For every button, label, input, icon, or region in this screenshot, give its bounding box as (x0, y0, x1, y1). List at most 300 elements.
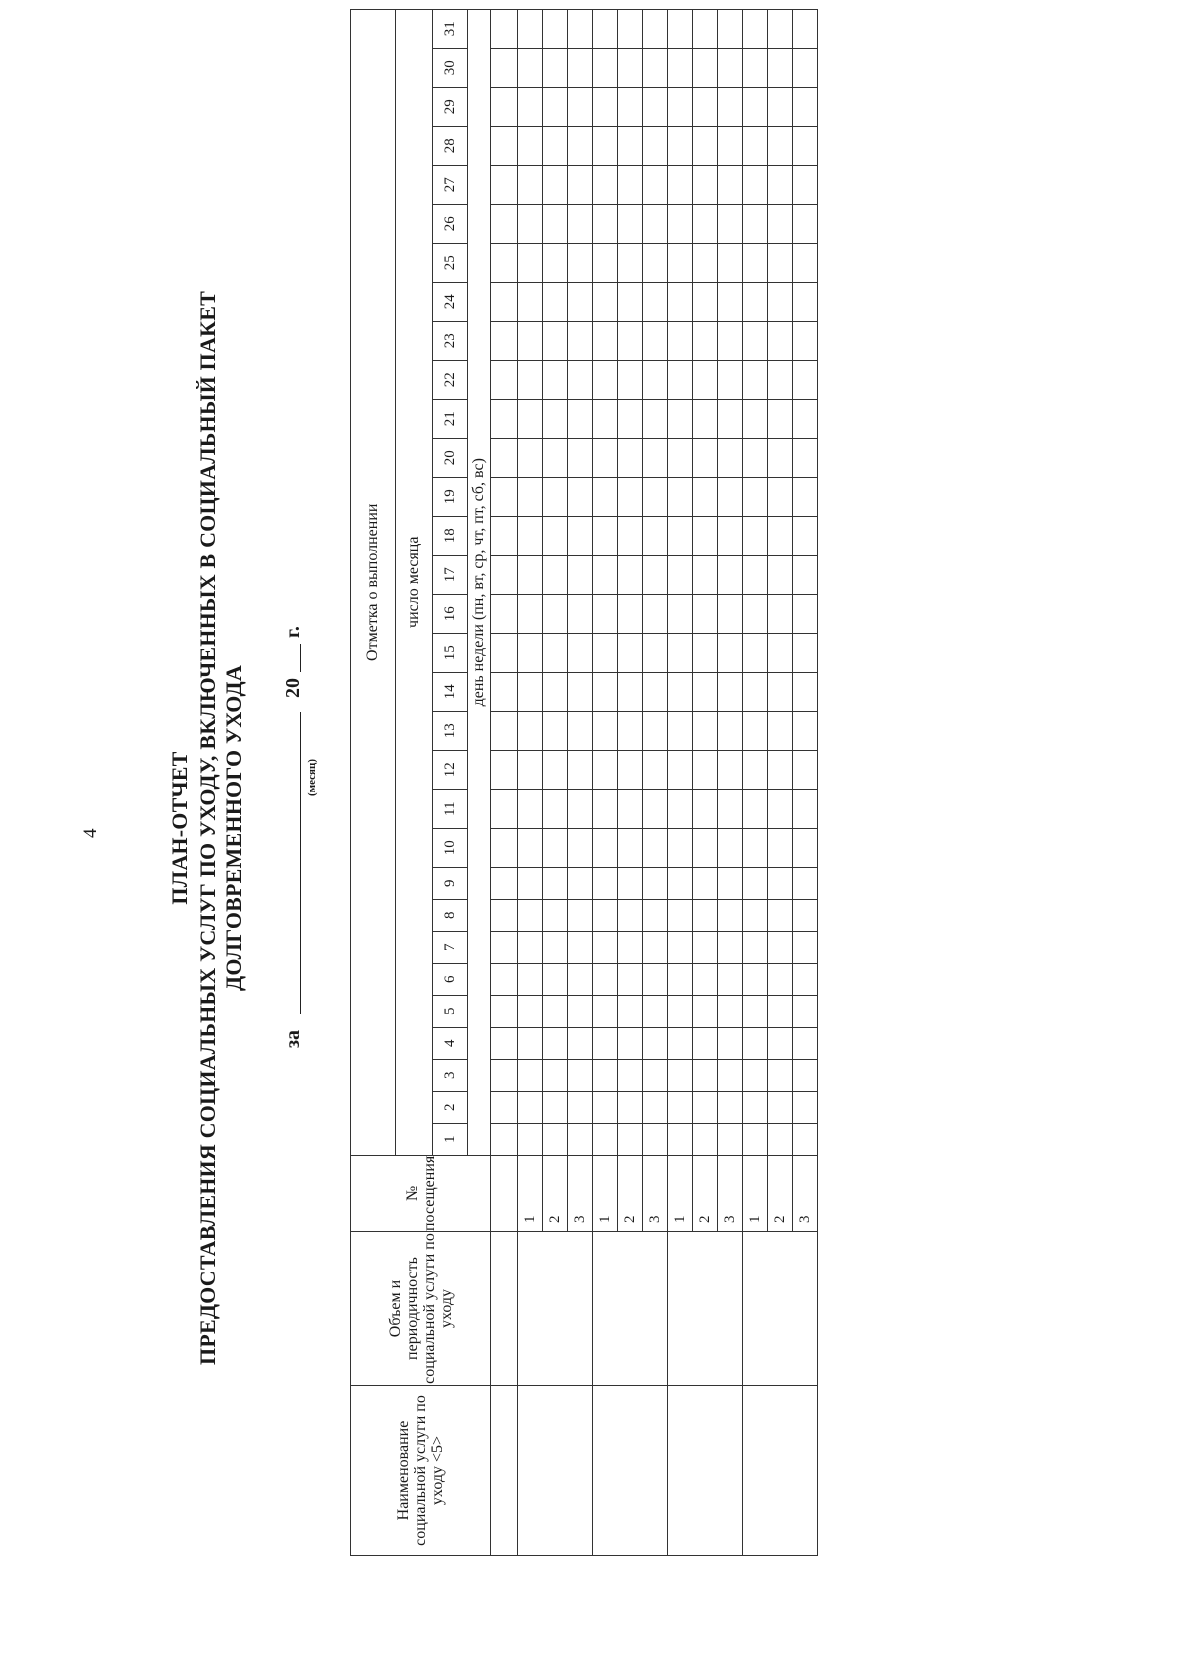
mark-cell-day-28[interactable] (743, 126, 768, 165)
blank-cell[interactable] (491, 321, 518, 360)
mark-cell-day-31[interactable] (768, 9, 793, 48)
mark-cell-day-5[interactable] (568, 995, 593, 1027)
mark-cell-day-23[interactable] (518, 321, 543, 360)
mark-cell-day-8[interactable] (593, 899, 618, 931)
mark-cell-day-9[interactable] (568, 867, 593, 899)
mark-cell-day-8[interactable] (768, 899, 793, 931)
mark-cell-day-13[interactable] (643, 711, 668, 750)
mark-cell-day-13[interactable] (543, 711, 568, 750)
volume-cell[interactable] (743, 1232, 818, 1386)
mark-cell-day-11[interactable] (793, 789, 818, 828)
mark-cell-day-2[interactable] (718, 1091, 743, 1123)
mark-cell-day-24[interactable] (618, 282, 643, 321)
mark-cell-day-26[interactable] (768, 204, 793, 243)
mark-cell-day-10[interactable] (568, 828, 593, 867)
mark-cell-day-31[interactable] (793, 9, 818, 48)
mark-cell-day-26[interactable] (793, 204, 818, 243)
mark-cell-day-2[interactable] (668, 1091, 693, 1123)
mark-cell-day-18[interactable] (543, 516, 568, 555)
mark-cell-day-18[interactable] (718, 516, 743, 555)
mark-cell-day-21[interactable] (568, 399, 593, 438)
blank-cell[interactable] (491, 477, 518, 516)
mark-cell-day-17[interactable] (618, 555, 643, 594)
mark-cell-day-6[interactable] (693, 963, 718, 995)
mark-cell-day-6[interactable] (568, 963, 593, 995)
mark-cell-day-1[interactable] (668, 1123, 693, 1155)
mark-cell-day-31[interactable] (543, 9, 568, 48)
mark-cell-day-27[interactable] (768, 165, 793, 204)
mark-cell-day-15[interactable] (518, 633, 543, 672)
mark-cell-day-29[interactable] (543, 87, 568, 126)
mark-cell-day-20[interactable] (743, 438, 768, 477)
mark-cell-day-4[interactable] (743, 1027, 768, 1059)
mark-cell-day-10[interactable] (718, 828, 743, 867)
mark-cell-day-22[interactable] (743, 360, 768, 399)
volume-cell[interactable] (668, 1232, 743, 1386)
mark-cell-day-11[interactable] (768, 789, 793, 828)
mark-cell-day-11[interactable] (693, 789, 718, 828)
mark-cell-day-31[interactable] (568, 9, 593, 48)
mark-cell-day-15[interactable] (543, 633, 568, 672)
blank-cell[interactable] (491, 555, 518, 594)
mark-cell-day-7[interactable] (568, 931, 593, 963)
mark-cell-day-17[interactable] (718, 555, 743, 594)
mark-cell-day-2[interactable] (643, 1091, 668, 1123)
mark-cell-day-17[interactable] (518, 555, 543, 594)
mark-cell-day-4[interactable] (568, 1027, 593, 1059)
mark-cell-day-13[interactable] (693, 711, 718, 750)
mark-cell-day-3[interactable] (593, 1059, 618, 1091)
mark-cell-day-4[interactable] (768, 1027, 793, 1059)
mark-cell-day-30[interactable] (643, 48, 668, 87)
mark-cell-day-30[interactable] (793, 48, 818, 87)
mark-cell-day-20[interactable] (568, 438, 593, 477)
mark-cell-day-13[interactable] (743, 711, 768, 750)
mark-cell-day-16[interactable] (618, 594, 643, 633)
mark-cell-day-23[interactable] (793, 321, 818, 360)
mark-cell-day-13[interactable] (718, 711, 743, 750)
mark-cell-day-13[interactable] (768, 711, 793, 750)
mark-cell-day-24[interactable] (668, 282, 693, 321)
mark-cell-day-1[interactable] (643, 1123, 668, 1155)
mark-cell-day-12[interactable] (768, 750, 793, 789)
mark-cell-day-16[interactable] (768, 594, 793, 633)
mark-cell-day-24[interactable] (568, 282, 593, 321)
blank-cell[interactable] (491, 1091, 518, 1123)
mark-cell-day-17[interactable] (643, 555, 668, 594)
mark-cell-day-14[interactable] (793, 672, 818, 711)
mark-cell-day-29[interactable] (793, 87, 818, 126)
mark-cell-day-3[interactable] (568, 1059, 593, 1091)
mark-cell-day-9[interactable] (543, 867, 568, 899)
mark-cell-day-25[interactable] (518, 243, 543, 282)
mark-cell-day-4[interactable] (793, 1027, 818, 1059)
mark-cell-day-21[interactable] (668, 399, 693, 438)
mark-cell-day-23[interactable] (743, 321, 768, 360)
mark-cell-day-28[interactable] (518, 126, 543, 165)
mark-cell-day-3[interactable] (618, 1059, 643, 1091)
mark-cell-day-23[interactable] (768, 321, 793, 360)
blank-cell[interactable] (491, 828, 518, 867)
mark-cell-day-11[interactable] (518, 789, 543, 828)
mark-cell-day-24[interactable] (768, 282, 793, 321)
mark-cell-day-19[interactable] (643, 477, 668, 516)
mark-cell-day-24[interactable] (743, 282, 768, 321)
mark-cell-day-19[interactable] (618, 477, 643, 516)
mark-cell-day-17[interactable] (793, 555, 818, 594)
mark-cell-day-13[interactable] (618, 711, 643, 750)
blank-cell[interactable] (491, 867, 518, 899)
mark-cell-day-16[interactable] (643, 594, 668, 633)
mark-cell-day-1[interactable] (693, 1123, 718, 1155)
mark-cell-day-28[interactable] (643, 126, 668, 165)
mark-cell-day-27[interactable] (668, 165, 693, 204)
mark-cell-day-5[interactable] (793, 995, 818, 1027)
mark-cell-day-7[interactable] (518, 931, 543, 963)
mark-cell-day-19[interactable] (668, 477, 693, 516)
mark-cell-day-18[interactable] (793, 516, 818, 555)
month-fill-line[interactable] (300, 712, 301, 1014)
mark-cell-day-6[interactable] (668, 963, 693, 995)
mark-cell-day-9[interactable] (518, 867, 543, 899)
mark-cell-day-17[interactable] (743, 555, 768, 594)
mark-cell-day-31[interactable] (643, 9, 668, 48)
mark-cell-day-21[interactable] (593, 399, 618, 438)
mark-cell-day-5[interactable] (718, 995, 743, 1027)
mark-cell-day-21[interactable] (543, 399, 568, 438)
mark-cell-day-18[interactable] (643, 516, 668, 555)
mark-cell-day-23[interactable] (643, 321, 668, 360)
mark-cell-day-20[interactable] (768, 438, 793, 477)
blank-cell[interactable] (491, 711, 518, 750)
mark-cell-day-17[interactable] (693, 555, 718, 594)
mark-cell-day-31[interactable] (618, 9, 643, 48)
mark-cell-day-9[interactable] (593, 867, 618, 899)
mark-cell-day-25[interactable] (668, 243, 693, 282)
mark-cell-day-14[interactable] (743, 672, 768, 711)
mark-cell-day-22[interactable] (693, 360, 718, 399)
mark-cell-day-7[interactable] (718, 931, 743, 963)
mark-cell-day-3[interactable] (693, 1059, 718, 1091)
mark-cell-day-25[interactable] (618, 243, 643, 282)
mark-cell-day-27[interactable] (568, 165, 593, 204)
mark-cell-day-5[interactable] (518, 995, 543, 1027)
mark-cell-day-29[interactable] (743, 87, 768, 126)
mark-cell-day-16[interactable] (568, 594, 593, 633)
blank-cell[interactable] (491, 360, 518, 399)
mark-cell-day-27[interactable] (518, 165, 543, 204)
mark-cell-day-9[interactable] (718, 867, 743, 899)
mark-cell-day-9[interactable] (768, 867, 793, 899)
blank-cell[interactable] (491, 48, 518, 87)
mark-cell-day-12[interactable] (593, 750, 618, 789)
mark-cell-day-12[interactable] (568, 750, 593, 789)
service-name-cell[interactable] (518, 1386, 593, 1556)
blank-cell[interactable] (491, 1123, 518, 1155)
mark-cell-day-4[interactable] (718, 1027, 743, 1059)
volume-cell[interactable] (518, 1232, 593, 1386)
mark-cell-day-15[interactable] (643, 633, 668, 672)
mark-cell-day-3[interactable] (643, 1059, 668, 1091)
mark-cell-day-2[interactable] (743, 1091, 768, 1123)
mark-cell-day-26[interactable] (668, 204, 693, 243)
mark-cell-day-8[interactable] (718, 899, 743, 931)
mark-cell-day-13[interactable] (593, 711, 618, 750)
mark-cell-day-22[interactable] (593, 360, 618, 399)
mark-cell-day-27[interactable] (743, 165, 768, 204)
volume-cell[interactable] (593, 1232, 668, 1386)
mark-cell-day-21[interactable] (718, 399, 743, 438)
mark-cell-day-21[interactable] (768, 399, 793, 438)
mark-cell-day-25[interactable] (568, 243, 593, 282)
mark-cell-day-27[interactable] (618, 165, 643, 204)
mark-cell-day-7[interactable] (618, 931, 643, 963)
mark-cell-day-12[interactable] (643, 750, 668, 789)
mark-cell-day-9[interactable] (793, 867, 818, 899)
mark-cell-day-7[interactable] (693, 931, 718, 963)
service-name-cell[interactable] (593, 1386, 668, 1556)
mark-cell-day-12[interactable] (793, 750, 818, 789)
mark-cell-day-16[interactable] (668, 594, 693, 633)
mark-cell-day-18[interactable] (518, 516, 543, 555)
mark-cell-day-4[interactable] (543, 1027, 568, 1059)
mark-cell-day-12[interactable] (518, 750, 543, 789)
mark-cell-day-26[interactable] (693, 204, 718, 243)
mark-cell-day-7[interactable] (593, 931, 618, 963)
mark-cell-day-11[interactable] (618, 789, 643, 828)
mark-cell-day-20[interactable] (618, 438, 643, 477)
mark-cell-day-25[interactable] (768, 243, 793, 282)
mark-cell-day-16[interactable] (593, 594, 618, 633)
mark-cell-day-25[interactable] (643, 243, 668, 282)
blank-cell[interactable] (491, 9, 518, 48)
mark-cell-day-12[interactable] (718, 750, 743, 789)
mark-cell-day-27[interactable] (793, 165, 818, 204)
mark-cell-day-17[interactable] (543, 555, 568, 594)
mark-cell-day-13[interactable] (568, 711, 593, 750)
mark-cell-day-27[interactable] (693, 165, 718, 204)
mark-cell-day-29[interactable] (518, 87, 543, 126)
mark-cell-day-24[interactable] (693, 282, 718, 321)
blank-cell[interactable] (491, 1232, 518, 1386)
mark-cell-day-8[interactable] (643, 899, 668, 931)
mark-cell-day-4[interactable] (643, 1027, 668, 1059)
mark-cell-day-12[interactable] (693, 750, 718, 789)
mark-cell-day-5[interactable] (693, 995, 718, 1027)
mark-cell-day-11[interactable] (593, 789, 618, 828)
mark-cell-day-14[interactable] (543, 672, 568, 711)
mark-cell-day-5[interactable] (743, 995, 768, 1027)
mark-cell-day-13[interactable] (518, 711, 543, 750)
mark-cell-day-24[interactable] (643, 282, 668, 321)
mark-cell-day-11[interactable] (718, 789, 743, 828)
mark-cell-day-7[interactable] (743, 931, 768, 963)
mark-cell-day-20[interactable] (793, 438, 818, 477)
mark-cell-day-15[interactable] (618, 633, 643, 672)
blank-cell[interactable] (491, 995, 518, 1027)
mark-cell-day-17[interactable] (768, 555, 793, 594)
mark-cell-day-24[interactable] (518, 282, 543, 321)
mark-cell-day-3[interactable] (743, 1059, 768, 1091)
mark-cell-day-15[interactable] (743, 633, 768, 672)
mark-cell-day-7[interactable] (543, 931, 568, 963)
mark-cell-day-14[interactable] (618, 672, 643, 711)
mark-cell-day-22[interactable] (768, 360, 793, 399)
blank-cell[interactable] (491, 931, 518, 963)
mark-cell-day-24[interactable] (718, 282, 743, 321)
mark-cell-day-7[interactable] (643, 931, 668, 963)
mark-cell-day-2[interactable] (543, 1091, 568, 1123)
blank-cell[interactable] (491, 204, 518, 243)
mark-cell-day-11[interactable] (743, 789, 768, 828)
mark-cell-day-22[interactable] (668, 360, 693, 399)
mark-cell-day-3[interactable] (668, 1059, 693, 1091)
mark-cell-day-26[interactable] (593, 204, 618, 243)
mark-cell-day-18[interactable] (743, 516, 768, 555)
mark-cell-day-16[interactable] (543, 594, 568, 633)
mark-cell-day-19[interactable] (543, 477, 568, 516)
mark-cell-day-26[interactable] (568, 204, 593, 243)
blank-cell[interactable] (491, 633, 518, 672)
mark-cell-day-8[interactable] (543, 899, 568, 931)
mark-cell-day-2[interactable] (793, 1091, 818, 1123)
mark-cell-day-22[interactable] (543, 360, 568, 399)
mark-cell-day-26[interactable] (643, 204, 668, 243)
mark-cell-day-7[interactable] (668, 931, 693, 963)
mark-cell-day-9[interactable] (668, 867, 693, 899)
mark-cell-day-18[interactable] (668, 516, 693, 555)
mark-cell-day-5[interactable] (768, 995, 793, 1027)
mark-cell-day-6[interactable] (618, 963, 643, 995)
mark-cell-day-14[interactable] (718, 672, 743, 711)
mark-cell-day-18[interactable] (568, 516, 593, 555)
mark-cell-day-31[interactable] (668, 9, 693, 48)
mark-cell-day-10[interactable] (668, 828, 693, 867)
mark-cell-day-28[interactable] (793, 126, 818, 165)
mark-cell-day-1[interactable] (793, 1123, 818, 1155)
blank-cell[interactable] (491, 750, 518, 789)
mark-cell-day-16[interactable] (693, 594, 718, 633)
mark-cell-day-19[interactable] (718, 477, 743, 516)
mark-cell-day-18[interactable] (768, 516, 793, 555)
mark-cell-day-18[interactable] (693, 516, 718, 555)
mark-cell-day-19[interactable] (793, 477, 818, 516)
mark-cell-day-5[interactable] (668, 995, 693, 1027)
mark-cell-day-28[interactable] (668, 126, 693, 165)
service-name-cell[interactable] (668, 1386, 743, 1556)
mark-cell-day-16[interactable] (743, 594, 768, 633)
mark-cell-day-20[interactable] (643, 438, 668, 477)
mark-cell-day-23[interactable] (693, 321, 718, 360)
blank-cell[interactable] (491, 963, 518, 995)
mark-cell-day-3[interactable] (793, 1059, 818, 1091)
mark-cell-day-21[interactable] (793, 399, 818, 438)
mark-cell-day-14[interactable] (693, 672, 718, 711)
mark-cell-day-16[interactable] (518, 594, 543, 633)
mark-cell-day-1[interactable] (743, 1123, 768, 1155)
mark-cell-day-28[interactable] (618, 126, 643, 165)
mark-cell-day-30[interactable] (543, 48, 568, 87)
mark-cell-day-2[interactable] (618, 1091, 643, 1123)
mark-cell-day-5[interactable] (618, 995, 643, 1027)
mark-cell-day-20[interactable] (593, 438, 618, 477)
mark-cell-day-24[interactable] (793, 282, 818, 321)
blank-cell[interactable] (491, 282, 518, 321)
mark-cell-day-20[interactable] (518, 438, 543, 477)
blank-cell[interactable] (491, 594, 518, 633)
mark-cell-day-3[interactable] (543, 1059, 568, 1091)
mark-cell-day-23[interactable] (668, 321, 693, 360)
mark-cell-day-12[interactable] (543, 750, 568, 789)
mark-cell-day-6[interactable] (593, 963, 618, 995)
mark-cell-day-4[interactable] (593, 1027, 618, 1059)
mark-cell-day-23[interactable] (618, 321, 643, 360)
mark-cell-day-30[interactable] (718, 48, 743, 87)
mark-cell-day-20[interactable] (543, 438, 568, 477)
mark-cell-day-13[interactable] (668, 711, 693, 750)
mark-cell-day-10[interactable] (643, 828, 668, 867)
mark-cell-day-16[interactable] (793, 594, 818, 633)
mark-cell-day-30[interactable] (618, 48, 643, 87)
mark-cell-day-13[interactable] (793, 711, 818, 750)
mark-cell-day-23[interactable] (718, 321, 743, 360)
mark-cell-day-25[interactable] (693, 243, 718, 282)
mark-cell-day-10[interactable] (543, 828, 568, 867)
mark-cell-day-1[interactable] (768, 1123, 793, 1155)
mark-cell-day-30[interactable] (668, 48, 693, 87)
mark-cell-day-23[interactable] (593, 321, 618, 360)
mark-cell-day-2[interactable] (693, 1091, 718, 1123)
mark-cell-day-10[interactable] (618, 828, 643, 867)
blank-cell[interactable] (491, 672, 518, 711)
mark-cell-day-5[interactable] (643, 995, 668, 1027)
mark-cell-day-21[interactable] (693, 399, 718, 438)
mark-cell-day-15[interactable] (768, 633, 793, 672)
mark-cell-day-4[interactable] (618, 1027, 643, 1059)
mark-cell-day-26[interactable] (543, 204, 568, 243)
mark-cell-day-27[interactable] (543, 165, 568, 204)
mark-cell-day-7[interactable] (768, 931, 793, 963)
mark-cell-day-29[interactable] (568, 87, 593, 126)
mark-cell-day-4[interactable] (693, 1027, 718, 1059)
mark-cell-day-19[interactable] (568, 477, 593, 516)
mark-cell-day-25[interactable] (718, 243, 743, 282)
mark-cell-day-22[interactable] (618, 360, 643, 399)
mark-cell-day-26[interactable] (718, 204, 743, 243)
mark-cell-day-15[interactable] (693, 633, 718, 672)
blank-cell[interactable] (491, 87, 518, 126)
mark-cell-day-18[interactable] (593, 516, 618, 555)
blank-cell[interactable] (491, 243, 518, 282)
mark-cell-day-3[interactable] (768, 1059, 793, 1091)
mark-cell-day-8[interactable] (518, 899, 543, 931)
mark-cell-day-2[interactable] (593, 1091, 618, 1123)
mark-cell-day-8[interactable] (693, 899, 718, 931)
mark-cell-day-29[interactable] (643, 87, 668, 126)
mark-cell-day-27[interactable] (593, 165, 618, 204)
mark-cell-day-25[interactable] (793, 243, 818, 282)
mark-cell-day-30[interactable] (593, 48, 618, 87)
mark-cell-day-8[interactable] (618, 899, 643, 931)
mark-cell-day-21[interactable] (518, 399, 543, 438)
mark-cell-day-28[interactable] (768, 126, 793, 165)
mark-cell-day-14[interactable] (518, 672, 543, 711)
mark-cell-day-14[interactable] (643, 672, 668, 711)
mark-cell-day-10[interactable] (768, 828, 793, 867)
mark-cell-day-10[interactable] (743, 828, 768, 867)
mark-cell-day-21[interactable] (643, 399, 668, 438)
mark-cell-day-2[interactable] (768, 1091, 793, 1123)
